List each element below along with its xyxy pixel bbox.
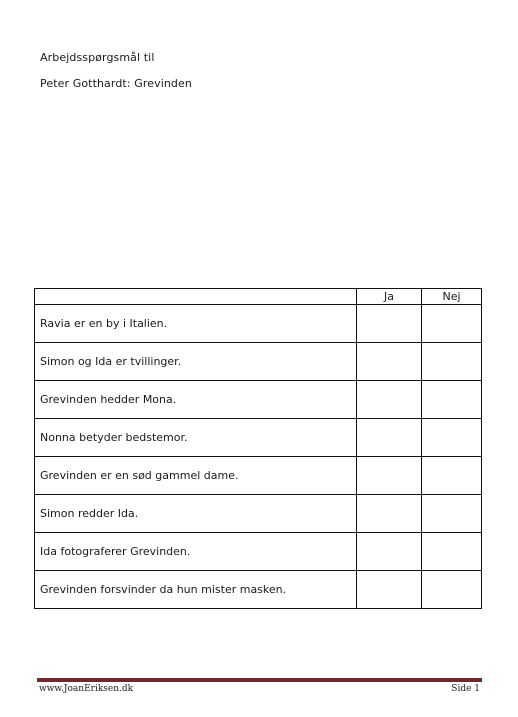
question-text: Ida fotograferer Grevinden. [35, 533, 357, 571]
ja-answer-cell[interactable] [357, 381, 422, 419]
question-text: Grevinden hedder Mona. [35, 381, 357, 419]
worksheet-title: Peter Gotthardt: Grevinden [40, 77, 192, 90]
ja-answer-cell[interactable] [357, 457, 422, 495]
table-row [35, 381, 482, 419]
footer-divider [37, 678, 482, 682]
table-row [35, 343, 482, 381]
ja-column-header: Ja [357, 289, 422, 305]
nej-answer-cell[interactable] [422, 419, 482, 457]
ja-answer-cell[interactable] [357, 571, 422, 609]
question-text: Simon redder Ida. [35, 495, 357, 533]
question-text: Simon og Ida er tvillinger. [35, 343, 357, 381]
table-row [35, 457, 482, 495]
ja-answer-cell[interactable] [357, 343, 422, 381]
nej-answer-cell[interactable] [422, 533, 482, 571]
nej-answer-cell[interactable] [422, 305, 482, 343]
nej-answer-cell[interactable] [422, 381, 482, 419]
ja-answer-cell[interactable] [357, 533, 422, 571]
table-row [35, 533, 482, 571]
ja-answer-cell[interactable] [357, 305, 422, 343]
question-column-header [35, 289, 357, 305]
question-text: Grevinden forsvinder da hun mister masken. [35, 571, 357, 609]
question-text: Grevinden er en sød gammel dame. [35, 457, 357, 495]
table-row [35, 419, 482, 457]
ja-answer-cell[interactable] [357, 419, 422, 457]
nej-column-header: Nej [422, 289, 482, 305]
table-row [35, 305, 482, 343]
worksheet-subtitle: Arbejdsspørgsmål til [40, 51, 155, 64]
nej-answer-cell[interactable] [422, 571, 482, 609]
question-text: Ravia er en by i Italien. [35, 305, 357, 343]
question-text: Nonna betyder bedstemor. [35, 419, 357, 457]
table-row [35, 495, 482, 533]
footer-page-number: Side 1 [451, 684, 480, 694]
table-row [35, 571, 482, 609]
nej-answer-cell[interactable] [422, 457, 482, 495]
nej-answer-cell[interactable] [422, 343, 482, 381]
ja-answer-cell[interactable] [357, 495, 422, 533]
footer-website: www.JoanEriksen.dk [39, 684, 134, 694]
quiz-table [34, 288, 482, 609]
table-header-row [35, 289, 482, 305]
nej-answer-cell[interactable] [422, 495, 482, 533]
